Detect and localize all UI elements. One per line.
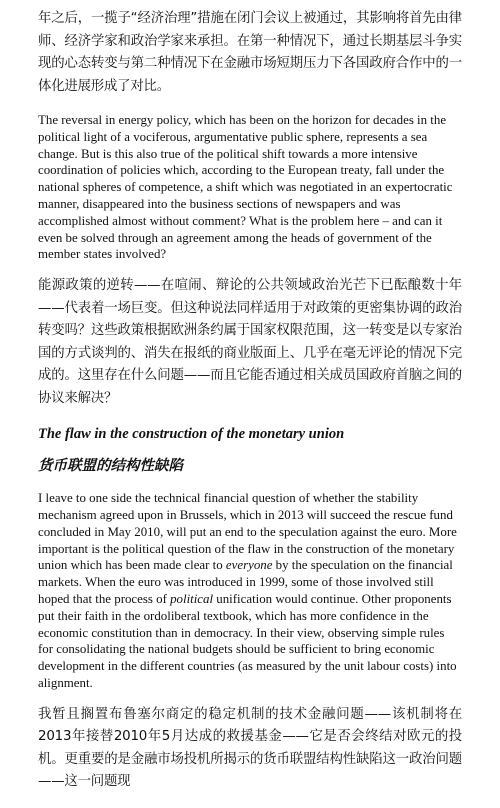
paragraph-en-2-part-b: by the speculation on the financial markets. When the euro was introduced in 1999, some of those involved still hoped that the process of: [38, 558, 453, 606]
paragraph-en-2-part-c: unification would continue. Other proponents put their faith in the ordoliberal textbook, which has more confidence in the economic constitution than in democracy. In their view, observing simple rules for consolidating the national budgets should be sufficient to bring economic development in the different countries (as measured by the unit labour costs) into alignment.: [38, 591, 457, 690]
emphasis-political: political: [170, 591, 214, 606]
paragraph-en-2-part-a: I leave to one side the technical financial question of whether the stability mechanism agreed upon in Brussels, which in 2013 will succeed the rescue fund concluded in May 2010, will put an end to the speculation against the euro. More important is the political question of the flaw in the construction of the monetary union which has been made clear to: [38, 491, 457, 573]
paragraph-en-2: [38, 490, 462, 692]
paragraph-zh-1: 年之后，一揽子“经济治理”措施在闭门会议上被通过，其影响将首先由律师、经济学家和政治学家来承担。在第一种情况下，通过长期基层斗争实现的心态转变与第二种情况下在金融市场短期压力下各国政府合作中的一体化进展形成了对比。: [38, 11, 462, 94]
emphasis-everyone: everyone: [225, 558, 273, 573]
paragraph-zh-3: 我暂且搁置布鲁塞尔商定的稳定机制的技术金融问题——该机制将在2013年接替2010年5月达成的救援基金——它是否会终结对欧元的投机。更重要的是金融市场投机所揭示的货币联盟结构性缺陷这一政治问题——这一问题现: [38, 706, 462, 790]
paragraph-en-1: The reversal in energy policy, which has been on the horizon for decades in the political light of a vociferous, argumentative public sphere, represents a sea change. But is this also true of the political shift towards a more intensive coordination of policies which, according to the European treaty, fall under the national spheres of competence, a shift which was negotiated in an expertocratic manner, disappeared into the business sections of newspapers and was accomplished almost without comment? What is the problem here – and can it even be solved through an agreement among the heads of government of the member states involved?: [38, 113, 453, 262]
section-heading-en: The flaw in the construction of the monetary union: [38, 426, 345, 443]
section-heading-zh: 货币联盟的结构性缺陷: [38, 458, 183, 475]
paragraph-zh-2: 能源政策的逆转——在喧闹、辩论的公共领域政治光芒下已酝酿数十年——代表着一场巨变。但这种说法同样适用于对政策的更密集协调的政治转变吗？这些政策根据欧洲条约属于国家权限范围，这一转变是以专家治国的方式谈判的、消失在报纸的商业版面上、几乎在毫无评论的情况下完成的。这里存在什么问题——而且它能否通过相关成员国政府首脑之间的协议来解决？: [38, 278, 462, 406]
document-page: [38, 8, 462, 808]
